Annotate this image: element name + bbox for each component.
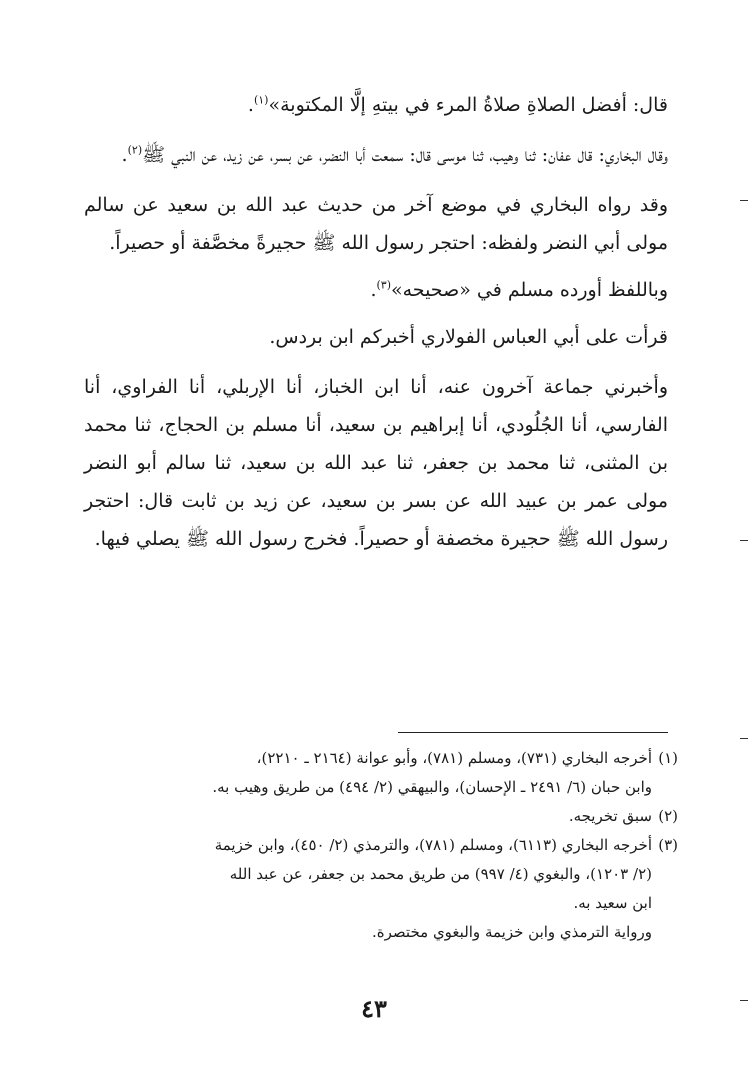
footnote-2-line-1: سبق تخريجه. [568, 807, 652, 825]
footnote-ref-3[interactable]: (٣) [376, 278, 391, 292]
paragraph-3: وقد رواه البخاري في موضع آخر من حديث عبد الله بن سعيد عن سالم مولى أبي النضر ولفظه: احتجر رسول الله ﷺ حجيرةً مخصَّفة أو حصيراً. [84, 194, 668, 254]
footnote-1-continuation: وابن حبان (٦/ ٢٤٩١ ـ الإحسان)، والبيهقي (٢/ ٤٩٤) من طريق وهيب به. [212, 778, 652, 796]
footnote-ref-2[interactable]: (٢) [127, 143, 143, 157]
margin-mark [740, 1000, 748, 1001]
paragraph-2-text: وقال البخاري: قال عفان: ثنا وهيب، ثنا موسى قال: سمعت أبا النضر، عن بسر، عن زيد، عن النبي ﷺ [142, 144, 668, 166]
paragraph-4-text: وباللفظ أورده مسلم في «صحيحه» [391, 279, 668, 301]
footnote-3-line-3: ابن سعيد به. [573, 894, 652, 912]
footnote-1 [84, 744, 678, 773]
paragraph-4-end: . [370, 279, 377, 301]
margin-mark [740, 738, 748, 739]
footnote-1-line-1: أخرجه البخاري (٧٣١)، ومسلم (٧٨١)، وأبو عوانة (٢١٦٤ ـ ٢٢١٠)، [256, 749, 652, 767]
footnote-1-number: (١) [658, 749, 678, 767]
footnote-3-line-1: أخرجه البخاري (٦١١٣)، ومسلم (٧٨١)، والترمذي (٢/ ٤٥٠)، وابن خزيمة [214, 836, 652, 854]
paragraph-4 [84, 271, 668, 309]
paragraph-1-end: . [247, 94, 254, 116]
margin-mark [740, 540, 748, 541]
paragraph-1 [84, 86, 668, 124]
footnote-2 [84, 802, 678, 831]
paragraph-6: وأخبرني جماعة آخرون عنه، أنا ابن الخباز، أنا الإربلي، أنا الفراوي، أنا الفارسي، أنا الجُلُودي، أنا إبراهيم بن سعيد، أنا مسلم بن الحجاج، ثنا محمد بن المثنى، ثنا محمد بن جعفر، ثنا عبد الله بن سعيد، ثنا سالم أبو النضر مولى عمر بن عبيد الله عن بسر بن سعيد، عن زيد بن ثابت قال: احتجر رسول الله ﷺ حجيرة مخصفة أو حصيراً. فخرج رسول الله ﷺ يصلي فيها. [84, 376, 668, 550]
footnote-2-number: (٢) [658, 807, 678, 825]
page-number: ٤٣ [361, 994, 387, 1023]
paragraph-2 [84, 136, 668, 174]
margin-mark [740, 200, 748, 201]
footnote-3-line-2: (٢/ ١٢٠٣)، والبغوي (٤/ ٩٩٧) من طريق محمد بن جعفر، عن عبد الله [229, 865, 652, 883]
footnotes [84, 744, 678, 947]
footnote-3-number: (٣) [658, 836, 678, 854]
footnote-3-line-4: ورواية الترمذي وابن خزيمة والبغوي مختصرة. [372, 923, 652, 941]
footnote-separator [398, 732, 668, 733]
footnote-ref-1[interactable]: (١) [253, 93, 269, 107]
paragraph-5: قرأت على أبي العباس الفولاري أخبركم ابن بردس. [269, 326, 668, 348]
paragraph-1-text: قال: أفضل الصلاةِ صلاةُ المرء في بيتهِ إلَّا المكتوبة» [268, 94, 668, 116]
paragraph-2-end: . [121, 144, 128, 166]
main-text [84, 86, 668, 558]
footnote-3 [84, 831, 678, 860]
